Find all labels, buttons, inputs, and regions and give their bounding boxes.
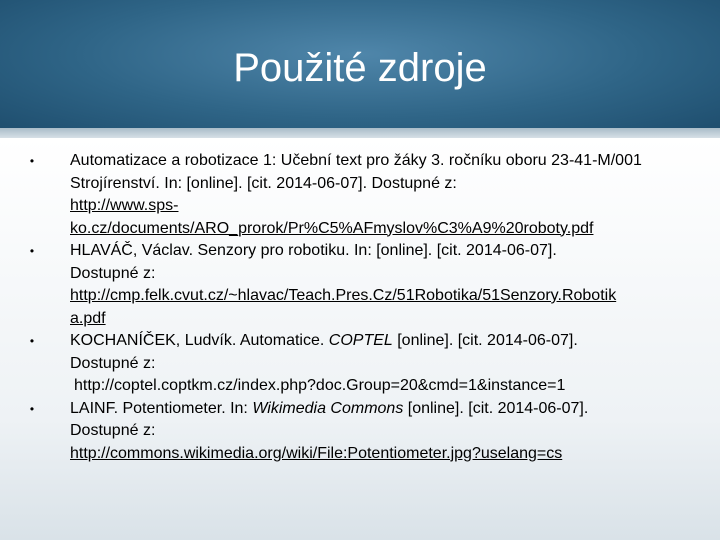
reference-item: [26, 398, 686, 466]
bullet-icon: •: [29, 401, 35, 416]
reference-link-part: http://www.sps-: [70, 197, 179, 214]
reference-link-part: a.pdf: [70, 309, 106, 327]
reference-text: Dostupné z:: [70, 264, 156, 282]
reference-list: [26, 150, 686, 465]
reference-item: [26, 330, 686, 398]
banner-divider: [0, 128, 720, 138]
reference-link-part: ko.cz/documents/ARO_prorok/Pr%C5%AFmyslov%C3%A9%20roboty.pdf: [70, 219, 594, 237]
bullet-icon: •: [29, 244, 35, 258]
reference-item: [26, 240, 686, 330]
reference-text: KOCHANÍČEK, Ludvík. Automatice.: [70, 332, 329, 349]
reference-text: HLAVÁČ, Václav. Senzory pro robotiku. In: [online]. [cit. 2014-06-07].: [70, 242, 557, 259]
reference-text: LAINF. Potentiometer. In:: [70, 399, 253, 417]
reference-source-title: Wikimedia Commons: [252, 399, 404, 417]
reference-text: Automatizace a robotizace 1: Učební text pro žáky 3. ročníku oboru 23-41-M/001 Strojírenství. In: [online]. [cit. 2014-06-07]. Dostupné z:: [70, 152, 642, 192]
reference-link[interactable]: http://commons.wikimedia.org/wiki/File:Potentiometer.jpg?uselang=cs: [70, 444, 563, 462]
reference-url: http://coptel.coptkm.cz/index.php?doc.Group=20&cmd=1&instance=1: [74, 377, 566, 394]
reference-link-part: http://cmp.felk.cvut.cz/~hlavac/Teach.Pres.Cz/51Robotika/51Senzory.Robotik: [70, 287, 617, 304]
reference-text: [online]. [cit. 2014-06-07].: [392, 332, 578, 349]
bullet-icon: •: [29, 334, 35, 348]
reference-source-title: COPTEL: [328, 332, 393, 349]
reference-text: Dostupné z:: [70, 422, 156, 439]
slide-title: Použité zdroje: [233, 46, 487, 90]
reference-text: [online]. [cit. 2014-06-07].: [403, 399, 589, 417]
reference-link[interactable]: [70, 197, 593, 237]
reference-link[interactable]: [70, 287, 616, 327]
bullet-icon: •: [29, 154, 35, 168]
reference-text: Dostupné z:: [70, 354, 156, 372]
reference-item: [26, 150, 686, 240]
